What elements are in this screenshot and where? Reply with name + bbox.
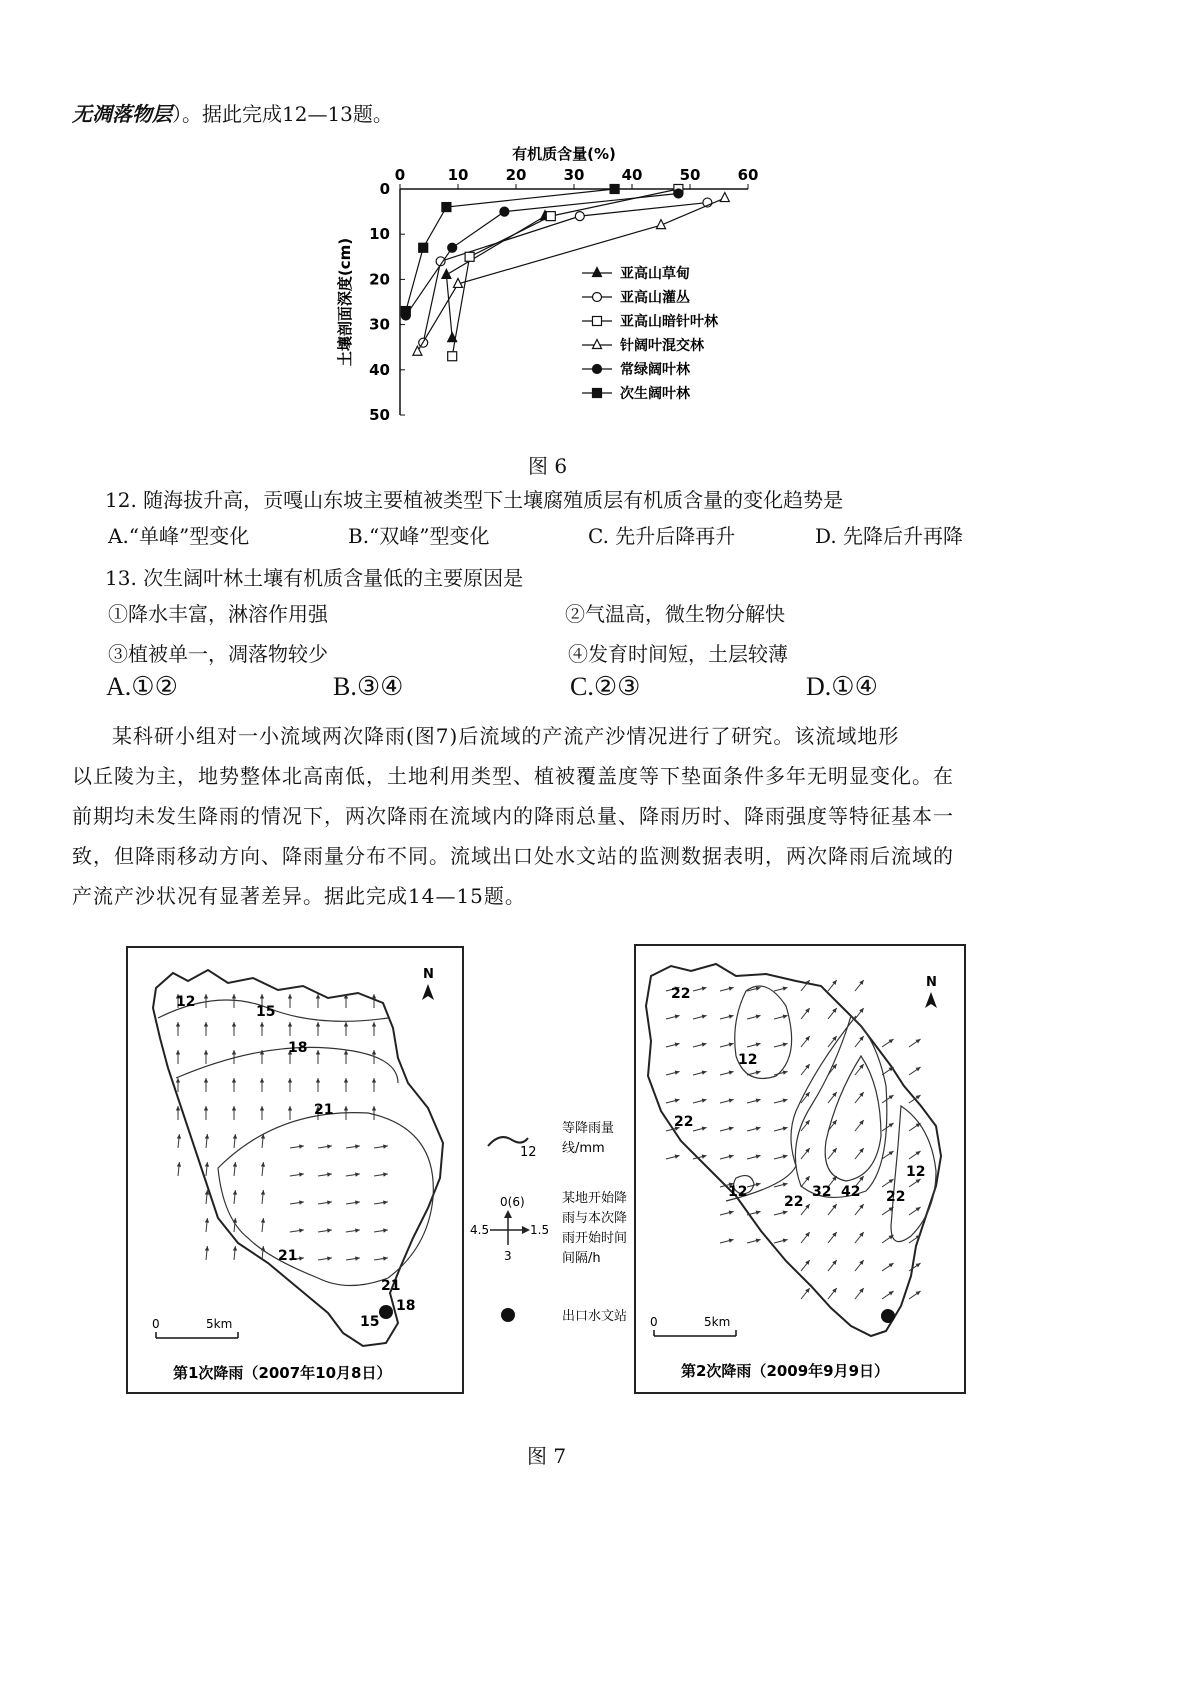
flow-arrowhead-icon (372, 1022, 376, 1027)
x-tick-label: 60 (737, 166, 759, 184)
y-tick-label: 10 (369, 225, 390, 244)
flow-arrowhead-icon (729, 1211, 734, 1215)
flow-arrowhead-icon (783, 1015, 788, 1019)
svg-text:N: N (423, 967, 434, 982)
legend-item (582, 361, 691, 378)
svg-text:5km: 5km (704, 1315, 731, 1329)
fig7-caption: 图 7 (527, 1444, 567, 1468)
legend-label: 针阔叶混交林 (620, 338, 704, 354)
flow-arrowhead-icon (756, 1211, 761, 1215)
svg-text:0: 0 (650, 1315, 658, 1329)
data-point (720, 193, 729, 202)
fig7-map1 (128, 948, 462, 1392)
x-tick-label: 20 (505, 166, 527, 184)
flow-arrowhead-icon (383, 1256, 388, 1260)
flow-arrowhead-icon (889, 1123, 894, 1127)
legend-arrow-bottom: 3 (504, 1249, 512, 1263)
flow-arrowhead-icon (783, 1099, 788, 1103)
data-point (593, 268, 602, 277)
legend-label: 亚高山草甸 (620, 266, 690, 282)
flow-arrowhead-icon (204, 994, 208, 999)
isohyet-label: 18 (396, 1298, 416, 1314)
data-point (593, 293, 602, 302)
svg-text:N: N (926, 975, 937, 990)
isohyet-label: 22 (671, 986, 691, 1002)
isohyet-label: 15 (256, 1004, 276, 1020)
flow-arrowhead-icon (316, 1022, 320, 1027)
flow-arrowhead-icon (729, 1099, 734, 1103)
flow-arrowhead-icon (729, 1071, 734, 1075)
x-tick-label: 10 (447, 166, 469, 184)
legend-station-marker (501, 1308, 515, 1322)
flow-arrowhead-icon (344, 1078, 348, 1083)
flow-arrowhead-icon (729, 1155, 734, 1159)
passage-line: 以丘陵为主，地势整体北高南低，土地利用类型、植被覆盖度等下垫面条件多年无明显变化。在 (72, 764, 954, 788)
isohyet-line (218, 1113, 433, 1286)
x-tick-label: 30 (563, 166, 585, 184)
flow-arrowhead-icon (675, 1099, 680, 1103)
flow-arrowhead-icon (756, 1015, 761, 1019)
q13-option-b[interactable]: B.③④ (333, 672, 404, 701)
flow-arrowhead-icon (916, 1151, 921, 1155)
flow-arrowhead-icon (702, 1099, 707, 1103)
passage-line: 产流产沙状况有显著差异。据此完成14—15题。 (72, 884, 526, 908)
flow-arrowhead-icon (675, 1015, 680, 1019)
scale-bar (152, 1317, 238, 1338)
isohyet-label: 12 (738, 1052, 758, 1068)
flow-arrowhead-icon (327, 1172, 332, 1176)
flow-arrowhead-icon (729, 1043, 734, 1047)
isohyet-label: 22 (784, 1194, 804, 1210)
fig6-chart (320, 145, 800, 435)
intro-rest: ）。据此完成12—13题。 (172, 102, 393, 126)
flow-arrowhead-icon (756, 1043, 761, 1047)
flow-arrowhead-icon (204, 1078, 208, 1083)
time-arrow-icon (490, 1210, 530, 1245)
legend-isohyet-label: 线/mm (562, 1141, 605, 1156)
isohyet-label: 32 (812, 1184, 832, 1200)
map2-title: 第2次降雨（2009年9月9日） (681, 1362, 890, 1380)
q12-option-a[interactable]: A.“单峰”型变化 (108, 524, 250, 548)
flow-arrowhead-icon (260, 1022, 264, 1027)
flow-arrowhead-icon (756, 1127, 761, 1131)
flow-arrowhead-icon (355, 1228, 360, 1232)
flow-arrowhead-icon (783, 1071, 788, 1075)
legend-arrow-label: 某地开始降 (562, 1191, 628, 1206)
flow-arrowhead-icon (783, 1239, 788, 1243)
flow-arrowhead-icon (327, 1200, 332, 1204)
svg-text:5km: 5km (206, 1317, 233, 1331)
intro-italic: 无凋落物层 (72, 102, 172, 126)
flow-arrowhead-icon (916, 1039, 921, 1043)
north-arrow-icon (925, 975, 937, 1008)
legend-arrow-left: 4.5 (470, 1223, 490, 1237)
data-point (593, 365, 602, 374)
legend-arrow-right: 1.5 (530, 1223, 550, 1237)
flow-arrowhead-icon (299, 1200, 304, 1204)
isohyet-label: 15 (360, 1314, 380, 1330)
flow-arrowhead-icon (299, 1144, 304, 1148)
isohyet-label: 21 (314, 1102, 334, 1118)
y-tick-label: 40 (369, 360, 390, 379)
flow-arrowhead-icon (889, 1095, 894, 1099)
data-point (448, 352, 457, 361)
outlet-station-marker (881, 1309, 895, 1323)
flow-arrowhead-icon (383, 1228, 388, 1232)
flow-arrowhead-icon (675, 1071, 680, 1075)
data-point (401, 307, 410, 316)
legend-station-label: 出口水文站 (562, 1309, 628, 1324)
flow-arrowhead-icon (355, 1200, 360, 1204)
legend-arrow-label: 雨与本次降 (562, 1211, 628, 1226)
legend-isohyet-label: 等降雨量 (562, 1121, 615, 1136)
north-arrow-icon (422, 967, 434, 1000)
data-point (610, 185, 619, 194)
passage-line: 前期均未发生降雨的情况下，两次降雨在流域内的降雨总量、降雨历时、降雨强度等特征基本一 (72, 804, 954, 828)
flow-arrowhead-icon (916, 1263, 921, 1267)
flow-arrowhead-icon (756, 1183, 761, 1187)
flow-arrowhead-icon (372, 1078, 376, 1083)
flow-arrowhead-icon (383, 1144, 388, 1148)
data-point (442, 203, 451, 212)
q13-item-3: ③植被单一，凋落物较少 (108, 642, 328, 666)
flow-arrowhead-icon (232, 1106, 236, 1111)
flow-arrowhead-icon (232, 1050, 236, 1055)
passage-line: 致，但降雨移动方向、降雨量分布不同。流域出口处水文站的监测数据表明，两次降雨后流域的 (72, 844, 954, 868)
flow-arrowhead-icon (316, 1050, 320, 1055)
flow-arrowhead-icon (702, 1043, 707, 1047)
data-point (546, 212, 555, 221)
x-axis-label: 有机质含量(%) (512, 145, 616, 163)
flow-arrowhead-icon (916, 1207, 921, 1211)
q13-item-1: ①降水丰富，淋溶作用强 (108, 602, 328, 626)
data-point (674, 189, 683, 198)
flow-arrowhead-icon (355, 1256, 360, 1260)
q13-item-2: ②气温高，微生物分解快 (565, 602, 785, 626)
data-point (575, 212, 584, 221)
flow-arrowhead-icon (729, 1015, 734, 1019)
flow-arrowhead-icon (783, 1211, 788, 1215)
flow-arrowhead-icon (889, 1151, 894, 1155)
flow-arrowhead-icon (204, 1050, 208, 1055)
flow-arrowhead-icon (889, 1263, 894, 1267)
flow-arrowhead-icon (327, 1228, 332, 1232)
legend-isohyet-sample: 12 (520, 1145, 537, 1160)
flow-arrowhead-icon (327, 1144, 332, 1148)
data-point (593, 317, 602, 326)
y-tick-label: 50 (369, 406, 390, 424)
flow-arrowhead-icon (355, 1172, 360, 1176)
q13-option-a[interactable]: A.①② (106, 672, 178, 701)
flow-arrowhead-icon (288, 1078, 292, 1083)
flow-arrowhead-icon (783, 1183, 788, 1187)
fig7-legend (470, 1110, 640, 1340)
isohyet-label: 12 (728, 1184, 748, 1200)
flow-arrowhead-icon (702, 1127, 707, 1131)
flow-arrowhead-icon (288, 994, 292, 999)
flow-arrowhead-icon (176, 1050, 180, 1055)
flow-arrowhead-icon (344, 1022, 348, 1027)
basin-outline (646, 964, 941, 1336)
isohyet-label: 12 (176, 994, 196, 1010)
legend-label: 亚高山灌丛 (620, 290, 690, 306)
y-tick-label: 20 (369, 270, 390, 289)
q13-option-c[interactable]: C.②③ (570, 672, 641, 701)
legend-item (582, 337, 705, 354)
fig7-map2-frame (634, 944, 966, 1394)
flow-arrowhead-icon (316, 1078, 320, 1083)
q13-option-d[interactable]: D.①④ (806, 672, 878, 701)
isohyet-label: 21 (381, 1278, 401, 1294)
q12-option-c[interactable]: C. 先升后降再升 (588, 524, 736, 548)
flow-arrowhead-icon (783, 987, 788, 991)
flow-arrowhead-icon (675, 1043, 680, 1047)
flow-arrowhead-icon (702, 1071, 707, 1075)
flow-arrowhead-icon (372, 1050, 376, 1055)
flow-arrowhead-icon (299, 1172, 304, 1176)
data-point (593, 389, 602, 398)
flow-arrowhead-icon (176, 1022, 180, 1027)
flow-arrowhead-icon (889, 1179, 894, 1183)
flow-arrowhead-icon (260, 1106, 264, 1111)
legend-item (582, 289, 690, 306)
map1-title: 第1次降雨（2007年10月8日） (173, 1364, 392, 1382)
flow-arrowhead-icon (260, 994, 264, 999)
intro-tail (72, 98, 393, 127)
data-point (442, 269, 451, 278)
y-tick-label: 0 (379, 180, 390, 198)
series-line (406, 189, 615, 311)
flow-arrowhead-icon (783, 1127, 788, 1131)
isohyet-line (176, 1047, 398, 1083)
flow-arrowhead-icon (372, 994, 376, 999)
flow-arrowhead-icon (327, 1256, 332, 1260)
passage (72, 716, 1132, 916)
flow-arrowhead-icon (916, 1291, 921, 1295)
isohyet-label: 12 (906, 1164, 926, 1180)
flow-arrowhead-icon (176, 1078, 180, 1083)
y-tick-label: 30 (369, 315, 390, 334)
x-tick-label: 50 (679, 166, 701, 184)
flow-arrowhead-icon (176, 1106, 180, 1111)
flow-arrowhead-icon (383, 1172, 388, 1176)
legend-label: 常绿阔叶林 (620, 362, 690, 378)
flow-arrowhead-icon (916, 1095, 921, 1099)
isohyet-label: 18 (288, 1040, 308, 1056)
flow-arrowhead-icon (372, 1106, 376, 1111)
flow-arrowhead-icon (232, 994, 236, 999)
flow-arrowhead-icon (675, 1155, 680, 1159)
data-point (593, 340, 602, 349)
legend-label: 次生阔叶林 (620, 386, 690, 402)
flow-arrowhead-icon (344, 1106, 348, 1111)
fig7-map1-frame (126, 946, 464, 1394)
flow-arrowhead-icon (260, 1078, 264, 1083)
flow-arrowhead-icon (288, 1022, 292, 1027)
data-point (448, 243, 457, 252)
flow-arrowhead-icon (783, 1043, 788, 1047)
flow-arrowhead-icon (288, 1106, 292, 1111)
series-line (446, 216, 545, 338)
q13-stem: 13. 次生阔叶林土壤有机质含量低的主要原因是 (105, 566, 524, 590)
flow-arrowhead-icon (299, 1228, 304, 1232)
fig7-map2 (636, 946, 964, 1392)
data-point (465, 252, 474, 261)
isohyet-label: 22 (674, 1114, 694, 1130)
flow-arrowhead-icon (756, 1099, 761, 1103)
flow-arrowhead-icon (783, 1155, 788, 1159)
svg-text:0: 0 (152, 1317, 160, 1331)
flow-arrowhead-icon (756, 987, 761, 991)
outlet-station-marker (379, 1305, 393, 1319)
x-tick-label: 40 (621, 166, 643, 184)
q12-option-b[interactable]: B.“双峰”型变化 (348, 524, 490, 548)
flow-arrowhead-icon (383, 1200, 388, 1204)
flow-arrowhead-icon (756, 1071, 761, 1075)
flow-arrowhead-icon (232, 1022, 236, 1027)
q12-option-d[interactable]: D. 先降后升再降 (815, 524, 964, 548)
fig6-caption: 图 6 (528, 454, 568, 478)
data-point (419, 243, 428, 252)
data-point (500, 207, 509, 216)
flow-arrowhead-icon (702, 1155, 707, 1159)
passage-line: 某科研小组对一小流域两次降雨(图7)后流域的产流产沙情况进行了研究。该流域地形 (112, 724, 900, 748)
flow-arrowhead-icon (756, 1239, 761, 1243)
y-axis-label: 土壤剖面深度(cm) (336, 237, 354, 367)
flow-arrowhead-icon (299, 1256, 304, 1260)
flow-arrowhead-icon (729, 1127, 734, 1131)
q13-item-4: ④发育时间短，土层较薄 (568, 642, 788, 666)
flow-arrowhead-icon (702, 987, 707, 991)
flow-arrowhead-icon (889, 1291, 894, 1295)
legend-arrow-top: 0(6) (500, 1195, 525, 1209)
flow-arrowhead-icon (889, 1039, 894, 1043)
flow-arrowhead-icon (204, 1022, 208, 1027)
q12-stem: 12. 随海拔升高，贡嘎山东坡主要植被类型下土壤腐殖质层有机质含量的变化趋势是 (105, 488, 844, 512)
flow-arrowhead-icon (232, 1078, 236, 1083)
isohyet-line (825, 1056, 881, 1181)
flow-arrowhead-icon (729, 987, 734, 991)
isohyet-label: 21 (278, 1248, 298, 1264)
flow-arrowhead-icon (916, 1067, 921, 1071)
legend-item (582, 265, 690, 282)
flow-arrowhead-icon (729, 1239, 734, 1243)
flow-arrowhead-icon (756, 1155, 761, 1159)
isohyet-label: 22 (886, 1189, 906, 1205)
legend-item (582, 313, 719, 330)
flow-arrowhead-icon (355, 1144, 360, 1148)
flow-arrowhead-icon (204, 1106, 208, 1111)
legend-item (582, 385, 691, 402)
scale-bar (650, 1315, 736, 1336)
isohyet-label: 42 (841, 1184, 861, 1200)
series-6 (401, 185, 619, 316)
legend-label: 亚高山暗针叶林 (620, 314, 718, 330)
legend-arrow-label: 雨开始时间 (562, 1231, 628, 1246)
flow-arrowhead-icon (702, 1015, 707, 1019)
x-tick-label: 0 (394, 166, 406, 184)
legend-arrow-label: 间隔/h (562, 1251, 601, 1266)
